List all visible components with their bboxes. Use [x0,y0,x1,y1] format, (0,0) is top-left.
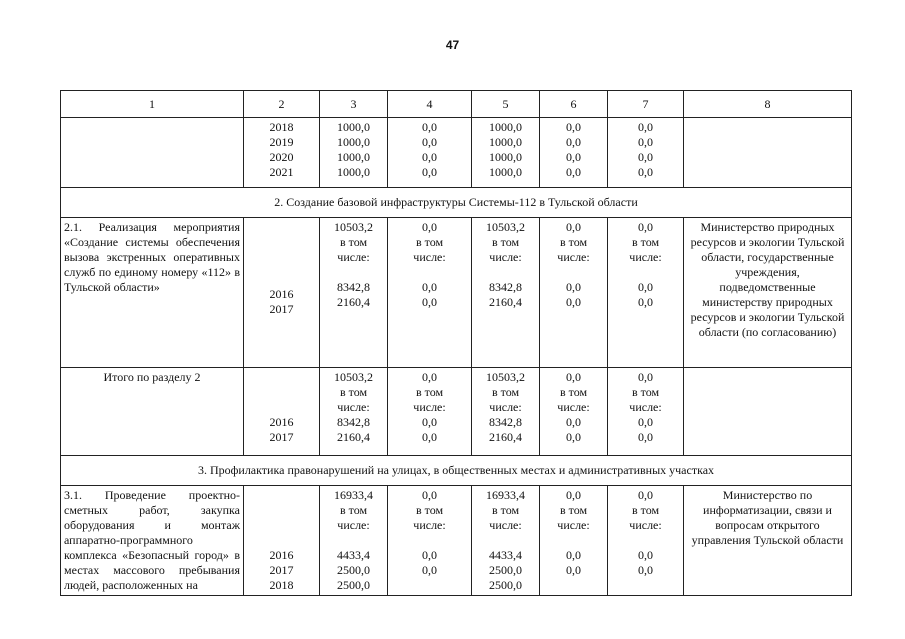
amount: 1000,0 [489,135,522,149]
amount-note: в том [339,235,368,249]
amount-note: в том [339,503,368,517]
year: 2018 [269,120,294,134]
funding-cell [472,118,540,188]
continued-row [61,118,852,188]
table-row [61,218,852,368]
funding-cell [388,118,472,188]
header-cell: 4 [388,91,472,118]
section-title: 3. Профилактика правонарушений на улицах, в общественных местах и административных участках [61,456,852,486]
amount-note: числе: [337,250,370,264]
funding-cell [608,368,684,456]
funding-cell [540,218,608,368]
amount: 0,0 [638,295,653,309]
years-cell [244,368,320,456]
funding-total-cell [320,368,388,456]
amount-note: числе: [489,400,522,414]
amount-total: 10503,2 [334,220,373,234]
page-number: 47 [445,38,460,52]
section-title: 2. Создание базовой инфраструктуры Системы-112 в Тульской области [61,188,852,218]
amount-note: в том [415,385,444,399]
amount: 1000,0 [489,150,522,164]
amount: 4433,4 [337,548,370,562]
amount-note: в том [415,235,444,249]
amount: 0,0 [638,135,653,149]
amount-note: в том [559,385,588,399]
year: 2016 [269,548,294,562]
amount: 0,0 [422,548,437,562]
amount: 1000,0 [337,135,370,149]
amount: 1000,0 [337,165,370,179]
amount-total: 0,0 [638,370,653,384]
name-cell [61,118,244,188]
header-cell: 5 [472,91,540,118]
funding-cell [608,486,684,596]
year: 2019 [269,135,294,149]
amount-total: 0,0 [566,488,581,502]
amount-total: 10503,2 [334,370,373,384]
amount-total: 0,0 [566,220,581,234]
amount-note: в том [491,235,520,249]
year: 2018 [269,578,294,592]
amount: 0,0 [638,548,653,562]
executor-cell: Министерство по информатизации, связи и вопросам открытого управления Тульской области [684,486,852,596]
amount: 0,0 [422,295,437,309]
amount: 1000,0 [337,150,370,164]
funding-cell [472,368,540,456]
amount-note: в том [491,503,520,517]
year: 2017 [269,302,294,316]
funding-cell [540,118,608,188]
year: 2021 [269,165,294,179]
amount: 2160,4 [337,430,370,444]
amount: 0,0 [422,135,437,149]
years-cell [244,218,320,368]
amount: 0,0 [422,120,437,134]
amount-note: числе: [337,518,370,532]
funding-cell [540,486,608,596]
amount: 2500,0 [489,563,522,577]
amount-total: 0,0 [422,488,437,502]
amount: 1000,0 [337,120,370,134]
amount: 0,0 [566,135,581,149]
amount-total: 0,0 [422,370,437,384]
header-cell: 2 [244,91,320,118]
year: 2020 [269,150,294,164]
amount-note: числе: [629,400,662,414]
column-number-row [61,91,852,118]
table-row [61,486,852,596]
funding-cell [608,218,684,368]
amount: 1000,0 [489,120,522,134]
amount: 8342,8 [337,280,370,294]
amount-total: 16933,4 [486,488,525,502]
section-heading-row [61,188,852,218]
header-cell: 1 [61,91,244,118]
amount: 0,0 [422,150,437,164]
amount-note: числе: [413,400,446,414]
amount: 0,0 [422,563,437,577]
header-cell: 6 [540,91,608,118]
year: 2017 [269,430,294,444]
amount: 0,0 [638,280,653,294]
executor-cell [684,368,852,456]
amount-note: в том [491,385,520,399]
funding-cell [472,218,540,368]
amount: 0,0 [566,165,581,179]
amount: 0,0 [566,563,581,577]
funding-total-cell [320,118,388,188]
year: 2016 [269,287,294,301]
amount-note: в том [631,235,660,249]
amount-note: числе: [629,518,662,532]
amount-note: числе: [489,250,522,264]
amount-total: 0,0 [638,488,653,502]
funding-total-cell [320,218,388,368]
amount: 0,0 [638,120,653,134]
executor-cell: Министерство природных ресурсов и экологии Тульской области, государственные учреждения, подведомственные министерству природных ресурсов и экологии Тульской области (по согласованию) [684,218,852,368]
amount: 4433,4 [489,548,522,562]
amount-note: числе: [557,400,590,414]
amount: 8342,8 [489,280,522,294]
amount: 1000,0 [489,165,522,179]
amount: 0,0 [422,165,437,179]
amount: 0,0 [566,548,581,562]
header-cell: 7 [608,91,684,118]
amount: 0,0 [638,415,653,429]
header-cell: 3 [320,91,388,118]
funding-cell [540,368,608,456]
amount-note: в том [559,503,588,517]
amount: 2500,0 [337,563,370,577]
amount-total: 10503,2 [486,370,525,384]
funding-total-cell [320,486,388,596]
amount: 0,0 [566,120,581,134]
amount: 8342,8 [337,415,370,429]
program-table [60,90,852,596]
amount: 0,0 [638,563,653,577]
amount-note: числе: [557,250,590,264]
amount: 0,0 [566,430,581,444]
amount-note: числе: [629,250,662,264]
amount: 0,0 [638,430,653,444]
amount-total: 10503,2 [486,220,525,234]
total-label: Итого по разделу 2 [61,368,244,456]
year: 2016 [269,415,294,429]
amount-total: 16933,4 [334,488,373,502]
funding-cell [608,118,684,188]
year: 2017 [269,563,294,577]
amount-note: числе: [413,518,446,532]
amount: 2160,4 [489,295,522,309]
activity-name: 2.1. Реализация мероприятия «Создание системы обеспечения вызова экстренных оперативных служб по единому номеру «112» в Тульской области» [61,218,244,368]
amount: 0,0 [422,430,437,444]
years-cell [244,486,320,596]
funding-cell [388,218,472,368]
amount-total: 0,0 [422,220,437,234]
amount: 0,0 [638,150,653,164]
amount: 2500,0 [489,578,522,592]
amount: 8342,8 [489,415,522,429]
amount-note: в том [631,503,660,517]
amount: 0,0 [638,165,653,179]
amount: 0,0 [422,415,437,429]
amount: 2160,4 [489,430,522,444]
amount: 2500,0 [337,578,370,592]
amount-note: в том [339,385,368,399]
amount-note: в том [559,235,588,249]
amount: 0,0 [422,280,437,294]
activity-name: 3.1. Проведение проектно-сметных работ, закупка оборудования и монтаж аппаратно-программного комплекса «Безопасный город» в местах массового пребывания людей, расположенных на [61,486,244,596]
funding-cell [388,368,472,456]
amount-note: в том [415,503,444,517]
executor-cell [684,118,852,188]
amount-total: 0,0 [566,370,581,384]
amount-note: числе: [337,400,370,414]
funding-cell [472,486,540,596]
amount-note: числе: [413,250,446,264]
amount-note: числе: [557,518,590,532]
amount: 0,0 [566,415,581,429]
section-heading-row [61,456,852,486]
amount: 0,0 [566,150,581,164]
funding-cell [388,486,472,596]
header-cell: 8 [684,91,852,118]
amount-total: 0,0 [638,220,653,234]
amount-note: числе: [489,518,522,532]
amount: 2160,4 [337,295,370,309]
amount: 0,0 [566,280,581,294]
amount: 0,0 [566,295,581,309]
total-row [61,368,852,456]
years-cell [244,118,320,188]
amount-note: в том [631,385,660,399]
